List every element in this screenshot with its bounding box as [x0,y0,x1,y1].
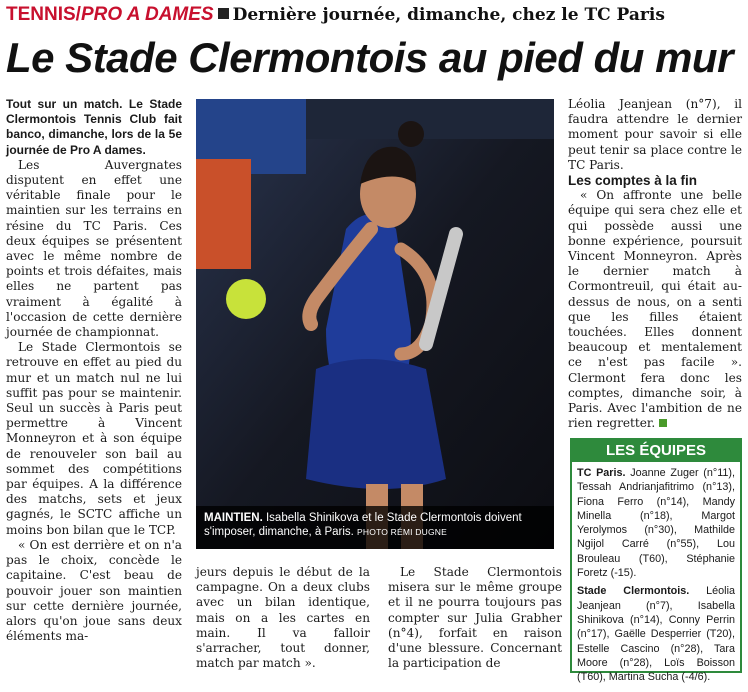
teams-body [572,462,740,692]
team-entry [577,584,735,684]
teams-title: LES ÉQUIPES [572,440,740,462]
subsection-label: PRO A DAMES [80,4,214,25]
tennis-player-image [196,99,554,549]
paragraph: « On est derrière et on n'a pas le choix, concède le capitaine. C'est beau de pouvoir jouer son maintien sur cette dernière journée, alors qu'on joue sans deux éléments ma- [6,537,182,644]
paragraph: Le Stade Clermontois misera sur le même groupe et il ne pourra toujours pas compter sur Julia Grabher (n°4), forfait en raison d'une blessure. Concernant la participation de [388,565,562,671]
article-column-3 [388,565,562,671]
caption-text: Isabella Shinikova et le Stade Clermontois doivent s'imposer, dimanche, à Paris. [204,512,522,538]
end-mark-icon [659,419,667,427]
paragraph [568,188,742,431]
article-column-2 [196,565,370,671]
teams-box [570,438,742,684]
section-label: TENNIS/ [6,4,81,25]
photo-credit: PHOTO RÉMI DUGNE [357,527,447,537]
team-players: Joanne Zuger (n°11), Tessah Andrianjafitrimo (n°13), Fiona Ferro (n°14), Mandy Minella (n°18), Margot Yerolymos (n°30), Mathilde Ngijol Carré (n°55), Lou Brouleau (T60), Stéphanie Foretz (-15). [577,467,735,580]
caption-label: MAINTIEN. [204,512,263,524]
photo-caption [196,506,554,549]
article-column-1 [6,97,182,644]
team-entry [577,466,735,580]
deck-text: Dernière journée, dimanche, chez le TC Paris [232,5,665,25]
paragraph-text: « On affronte une belle équipe qui sera chez elle et qui possède aussi une bonne expérience, poursuit Vincent Monneyron. Après le dernier match à Cormontreuil, qui était au-dessus de nous, on a senti que les filles étaient touchées. Elles donnent beaucoup et mentalement ce n'est pas facile ». Clermont fera donc les comptes, dimanche soir, à Paris. Avec l'ambition de ne rien regretter. [568,188,742,431]
subheading: Les comptes à la fin [568,173,698,189]
headline: Le Stade Clermontois au pied du mur [6,34,733,81]
team-name: Stade Clermontois. [577,585,690,598]
paragraph: Les Auvergnates disputent en effet une véritable finale pour le maintien sur les terrains en résine du TC Paris. Ces deux équipes se présentent avec le même nombre de points et trois défaites, mais elles ne partent pas vraiment à égalité à l'occasion de cette dernière journée de championnat. [6,157,182,340]
paragraph: Léolia Jeanjean (n°7), il faudra attendre le dernier moment pour savoir si elle peut tenir sa place contre le TC Paris. [568,97,742,172]
team-name: TC Paris. [577,467,626,479]
article-column-4 [568,97,742,431]
paragraph: jeurs depuis le début de la campagne. On a deux clubs avec un bilan identique, mais on a les cartes en main. Il va falloir s'arracher, tout donner, match par match ». [196,565,370,671]
square-bullet-icon [218,8,229,19]
paragraph: Le Stade Clermontois se retrouve en effet au pied du mur et un match nul ne lui suffit pas pour se maintenir. Seul un succès à Paris peut permettre à Vincent Monneyron et à son équipe de renouveler son bail au sommet des compétitions par équipes. A la différence des matchs, sets et jeux gagnés, le SCTC affiche un moins bon bilan que le TCP. [6,340,182,537]
section-kicker [6,4,665,26]
article-photo [196,99,554,549]
article-lead: Tout sur un match. Le Stade Clermontois Tennis Club fait banco, dimanche, lors de la 5e journée de Pro A dames. [6,97,182,157]
team-players: Léolia Jeanjean (n°7), Isabella Shinikova (n°14), Conny Perrin (n°17), Gaëlle Desperrier (T20), Estelle Cascino (n°28), Tara Moore (n°28), Loïs Boisson (T60), Martina Sucha (-4/6). [577,585,735,684]
